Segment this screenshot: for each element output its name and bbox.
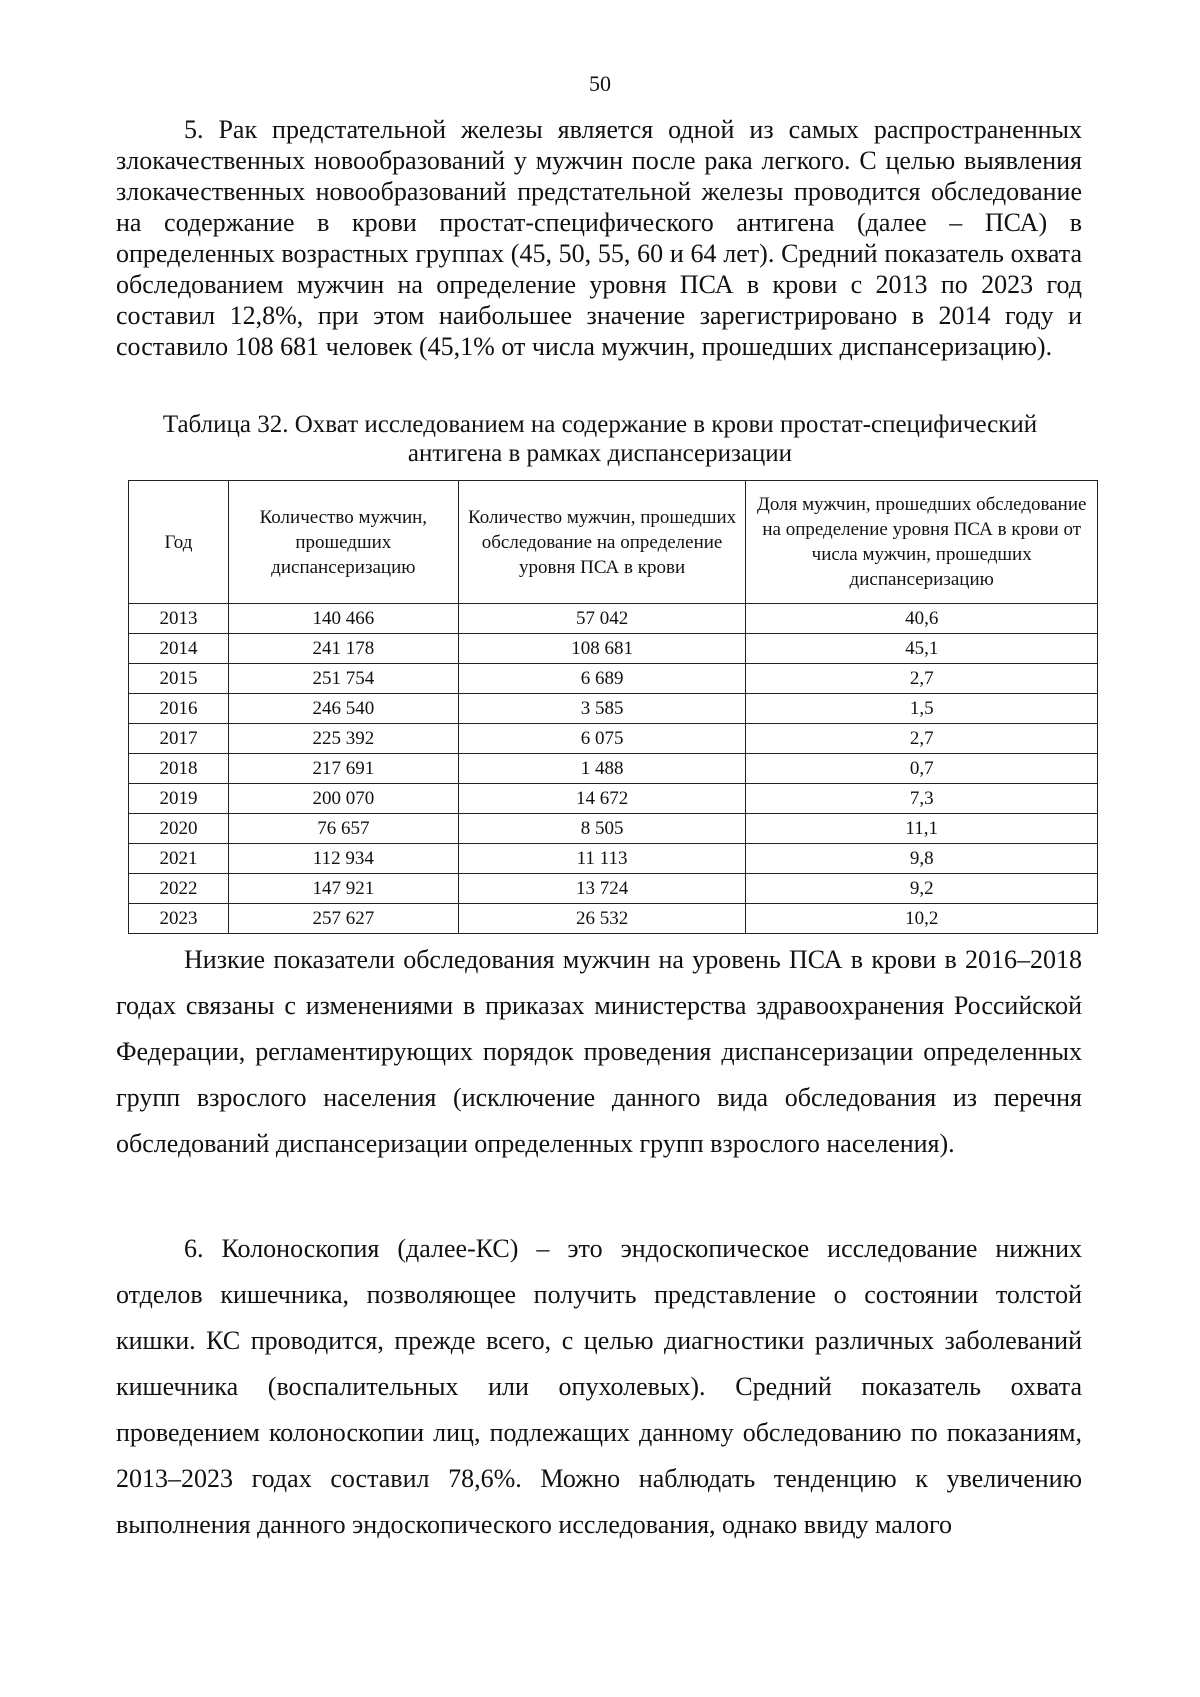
cell-psa-share: 9,8: [746, 844, 1098, 874]
cell-examined-total: 257 627: [228, 904, 458, 934]
cell-examined-total: 147 921: [228, 874, 458, 904]
cell-psa-share: 1,5: [746, 694, 1098, 724]
cell-psa-share: 7,3: [746, 784, 1098, 814]
cell-psa-tested: 6 689: [458, 664, 746, 694]
page-number: 50: [589, 71, 611, 96]
cell-year: 2016: [129, 694, 229, 724]
table-row: [129, 814, 1098, 844]
cell-examined-total: 200 070: [228, 784, 458, 814]
cell-year: 2021: [129, 844, 229, 874]
cell-year: 2019: [129, 784, 229, 814]
header-psa-share: Доля мужчин, прошедших обследование на определение уровня ПСА в крови от числа мужчин, прошедших диспансеризацию: [746, 481, 1098, 604]
table-header-row: [129, 481, 1098, 604]
table-row: [129, 844, 1098, 874]
cell-year: 2015: [129, 664, 229, 694]
cell-year: 2022: [129, 874, 229, 904]
table-row: [129, 604, 1098, 634]
cell-psa-share: 45,1: [746, 634, 1098, 664]
table-row: [129, 694, 1098, 724]
cell-psa-tested: 11 113: [458, 844, 746, 874]
cell-examined-total: 140 466: [228, 604, 458, 634]
cell-psa-tested: 1 488: [458, 754, 746, 784]
cell-examined-total: 241 178: [228, 634, 458, 664]
cell-psa-tested: 8 505: [458, 814, 746, 844]
cell-examined-total: 246 540: [228, 694, 458, 724]
cell-year: 2017: [129, 724, 229, 754]
table-row: [129, 724, 1098, 754]
table-row: [129, 664, 1098, 694]
table-row: [129, 784, 1098, 814]
cell-psa-share: 0,7: [746, 754, 1098, 784]
cell-psa-tested: 57 042: [458, 604, 746, 634]
paragraph-psa-low-rates: Низкие показатели обследования мужчин на уровень ПСА в крови в 2016–2018 годах связаны с изменениями в приказах министерства здравоохранения Российской Федерации, регламентирующих порядок проведения диспансеризации определенных групп взрослого населения (исключение данного вида обследования из перечня обследований диспансеризации определенных групп взрослого населения).: [116, 945, 1082, 1158]
cell-year: 2013: [129, 604, 229, 634]
cell-examined-total: 112 934: [228, 844, 458, 874]
table-row: [129, 904, 1098, 934]
cell-psa-share: 9,2: [746, 874, 1098, 904]
cell-year: 2018: [129, 754, 229, 784]
table-row: [129, 874, 1098, 904]
cell-examined-total: 217 691: [228, 754, 458, 784]
cell-year: 2020: [129, 814, 229, 844]
header-year: Год: [129, 481, 229, 604]
cell-psa-tested: 108 681: [458, 634, 746, 664]
table-caption: [100, 410, 1100, 468]
cell-psa-tested: 3 585: [458, 694, 746, 724]
cell-examined-total: 225 392: [228, 724, 458, 754]
cell-psa-share: 40,6: [746, 604, 1098, 634]
cell-psa-tested: 14 672: [458, 784, 746, 814]
table-caption-line-1: Таблица 32. Охват исследованием на содержание в крови простат-специфический: [162, 411, 1038, 438]
cell-psa-share: 2,7: [746, 664, 1098, 694]
psa-coverage-table: [128, 480, 1098, 934]
cell-examined-total: 251 754: [228, 664, 458, 694]
cell-psa-tested: 13 724: [458, 874, 746, 904]
cell-year: 2023: [129, 904, 229, 934]
cell-examined-total: 76 657: [228, 814, 458, 844]
cell-year: 2014: [129, 634, 229, 664]
table-caption-line-2: антигена в рамках диспансеризации: [407, 440, 793, 467]
cell-psa-tested: 26 532: [458, 904, 746, 934]
table-row: [129, 754, 1098, 784]
cell-psa-share: 10,2: [746, 904, 1098, 934]
paragraph-psa-intro: 5. Рак предстательной железы является одной из самых распространенных злокачественных новообразований у мужчин после рака легкого. С целью выявления злокачественных новообразований предстательной железы проводится обследование на содержание в крови простат-специфического антигена (далее – ПСА) в определенных возрастных группах (45, 50, 55, 60 и 64 лет). Средний показатель охвата обследованием мужчин на определение уровня ПСА в крови с 2013 по 2023 год составил 12,8%, при этом наибольшее значение зарегистрировано в 2014 году и составило 108 681 человек (45,1% от числа мужчин, прошедших диспансеризацию).: [116, 115, 1082, 361]
cell-psa-share: 11,1: [746, 814, 1098, 844]
table-row: [129, 634, 1098, 664]
paragraph-colonoscopy: 6. Колоноскопия (далее-КС) – это эндоскопическое исследование нижних отделов кишечника, позволяющее получить представление о состоянии толстой кишки. КС проводится, прежде всего, с целью диагностики различных заболеваний кишечника (воспалительных или опухолевых). Средний показатель охвата проведением колоноскопии лиц, подлежащих данному обследованию по показаниям, 2013–2023 годах составил 78,6%. Можно наблюдать тенденцию к увеличению выполнения данного эндоскопического исследования, однако ввиду малого: [116, 1234, 1082, 1539]
header-psa-tested: Количество мужчин, прошедших обследование на определение уровня ПСА в крови: [458, 481, 746, 604]
cell-psa-tested: 6 075: [458, 724, 746, 754]
header-examined-total: Количество мужчин, прошедших диспансеризацию: [228, 481, 458, 604]
cell-psa-share: 2,7: [746, 724, 1098, 754]
